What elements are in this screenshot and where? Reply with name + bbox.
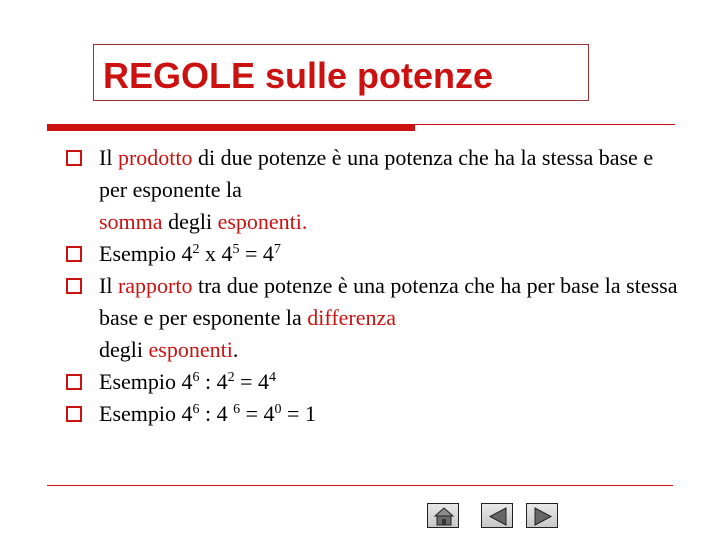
square-bullet-icon <box>66 246 82 262</box>
highlight-word: rapporto <box>117 273 193 298</box>
home-icon <box>428 504 460 529</box>
bullet-list <box>62 142 682 430</box>
exponent: 2 <box>227 370 235 385</box>
bullet-text <box>99 145 653 234</box>
exponent: 7 <box>273 242 281 257</box>
text-run: tra due potenze è una potenza che ha per base la stessa base e per esponente la <box>99 273 678 330</box>
square-bullet-icon <box>66 278 82 294</box>
text-run: Il <box>99 145 118 170</box>
exponent: 6 <box>192 370 200 385</box>
bullet-item <box>62 270 682 366</box>
square-bullet-icon <box>66 374 82 390</box>
highlight-word: differenza <box>307 305 397 330</box>
bullet-item <box>62 366 682 398</box>
bullet-text <box>99 241 281 266</box>
triangle-left-icon <box>482 504 514 529</box>
text-run: = 4 <box>239 241 274 266</box>
square-bullet-icon <box>66 150 82 166</box>
highlight-word: somma <box>99 209 163 234</box>
text-run: degli <box>99 337 149 362</box>
text-run: = 1 <box>281 401 316 426</box>
text-run: : 4 <box>199 401 234 426</box>
next-slide-button[interactable] <box>526 503 558 528</box>
exponent: 2 <box>192 242 200 257</box>
bullet-item <box>62 238 682 270</box>
text-run: degli <box>162 209 218 234</box>
text-run: = 4 <box>234 369 270 394</box>
highlight-word: esponenti <box>217 209 302 234</box>
previous-slide-button[interactable] <box>481 503 513 528</box>
highlight-word: esponenti <box>148 337 233 362</box>
bullet-item <box>62 142 682 238</box>
bullet-item <box>62 398 682 430</box>
triangle-right-icon <box>527 504 559 529</box>
slide-title: REGOLE sulle potenze <box>103 55 494 96</box>
home-button[interactable] <box>427 503 459 528</box>
exponent: 6 <box>233 402 241 417</box>
text-run: di due potenze è una potenza che ha la stessa base e per esponente la <box>99 145 654 202</box>
highlight-word: prodotto <box>117 145 193 170</box>
square-bullet-icon <box>66 406 82 422</box>
text-run: . <box>232 337 239 362</box>
bullet-text <box>99 401 316 426</box>
text-run: Esempio 4 <box>99 241 193 266</box>
exponent: 6 <box>192 402 200 417</box>
header-rule-thick <box>47 124 415 131</box>
bullet-text <box>99 369 276 394</box>
text-run: : 4 <box>199 369 228 394</box>
header-rule-thin <box>415 124 675 125</box>
exponent: 5 <box>232 242 240 257</box>
text-run: Esempio 4 <box>99 369 193 394</box>
text-run: x 4 <box>199 241 233 266</box>
text-run: . <box>301 209 308 234</box>
text-run: Il <box>99 273 118 298</box>
exponent: 0 <box>274 402 282 417</box>
footer-rule <box>47 485 673 486</box>
text-run: Esempio 4 <box>99 401 193 426</box>
exponent: 4 <box>269 370 277 385</box>
text-run: = 4 <box>240 401 275 426</box>
bullet-text <box>99 273 677 362</box>
